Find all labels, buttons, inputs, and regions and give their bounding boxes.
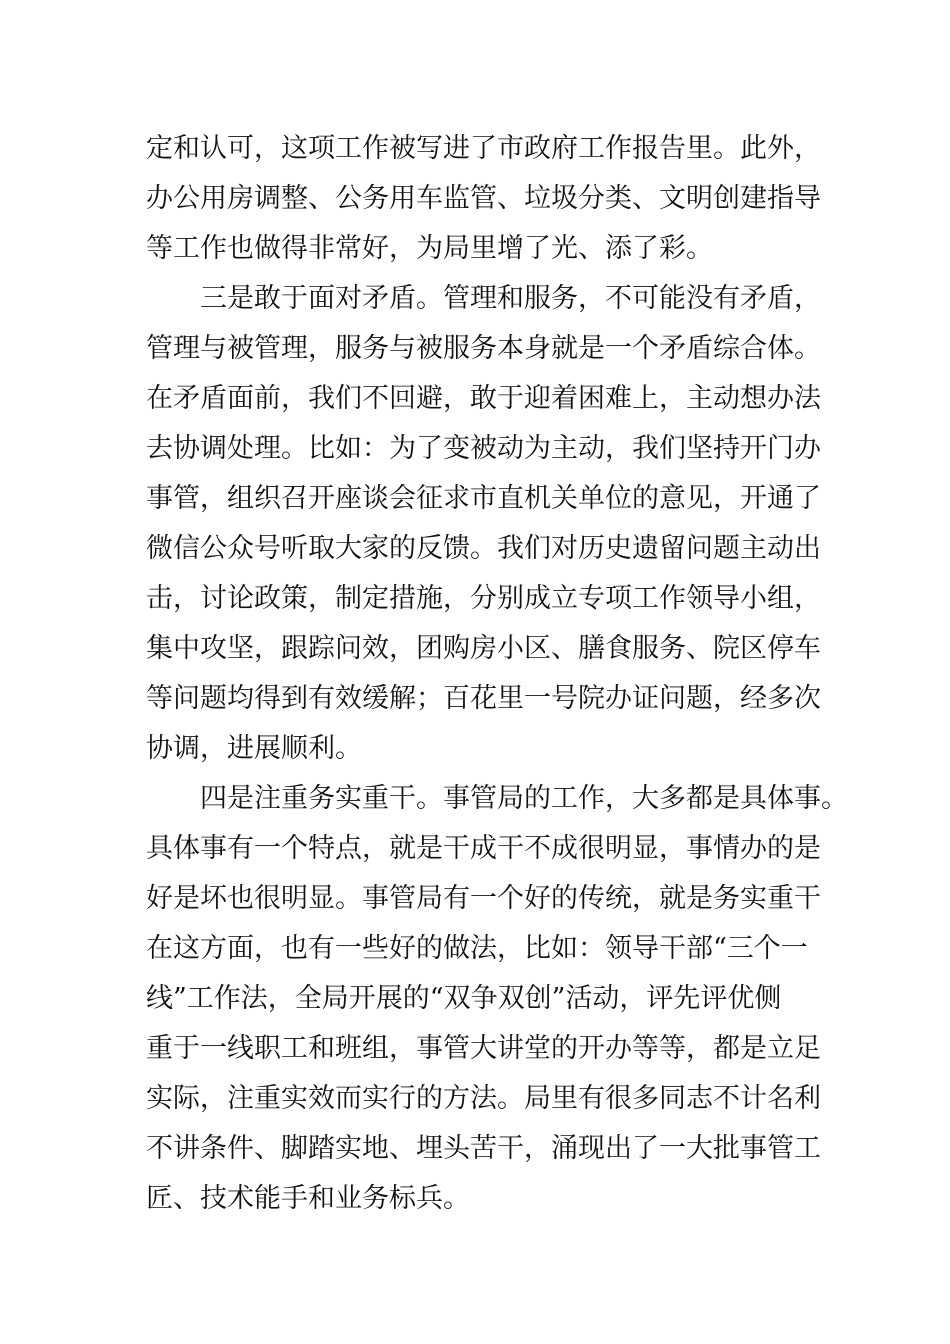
text-line: 具体事有一个特点，就是干成干不成很明显，事情办的是 (146, 833, 821, 864)
text-line: 在矛盾面前，我们不回避，敢于迎着困难上，主动想办法 (146, 383, 821, 414)
text-line: 去协调处理。比如：为了变被动为主动，我们坚持开门办 (146, 433, 821, 464)
text-line: 定和认可，这项工作被写进了市政府工作报告里。此外， (146, 133, 821, 164)
text-line: 微信公众号听取大家的反馈。我们对历史遗留问题主动出 (146, 533, 821, 564)
text-line: 匠、技术能手和业务标兵。 (146, 1183, 470, 1214)
text-line: 实际，注重实效而实行的方法。局里有很多同志不计名利 (146, 1083, 821, 1114)
text-line: 不讲条件、脚踏实地、埋头苦干，涌现出了一大批事管工 (146, 1133, 821, 1164)
paragraph-start-line: 三是敢于面对矛盾。管理和服务，不可能没有矛盾， (200, 283, 821, 314)
text-line: 管理与被管理，服务与被服务本身就是一个矛盾综合体。 (146, 333, 821, 364)
text-line: 等工作也做得非常好，为局里增了光、添了彩。 (146, 233, 713, 264)
text-line: 等问题均得到有效缓解；百花里一号院办证问题，经多次 (146, 683, 821, 714)
text-line: 在这方面，也有一些好的做法，比如：领导干部“三个一 (146, 933, 808, 964)
paragraph-start-line: 四是注重务实重干。事管局的工作，大多都是具体事。 (200, 783, 848, 814)
text-line: 办公用房调整、公务用车监管、垃圾分类、文明创建指导 (146, 183, 821, 214)
text-line: 好是坏也很明显。事管局有一个好的传统，就是务实重干 (146, 883, 821, 914)
text-line: 协调，进展顺利。 (146, 733, 362, 764)
text-line: 集中攻坚，跟踪问效，团购房小区、膳食服务、院区停车 (146, 633, 821, 664)
text-line: 线”工作法，全局开展的“双争双创”活动，评先评优侧 (146, 983, 782, 1014)
text-line: 击，讨论政策，制定措施，分别成立专项工作领导小组， (146, 583, 821, 614)
text-line: 事管，组织召开座谈会征求市直机关单位的意见，开通了 (146, 483, 821, 514)
body-text (146, 124, 846, 1224)
text-line: 重于一线职工和班组，事管大讲堂的开办等等，都是立足 (146, 1033, 821, 1064)
